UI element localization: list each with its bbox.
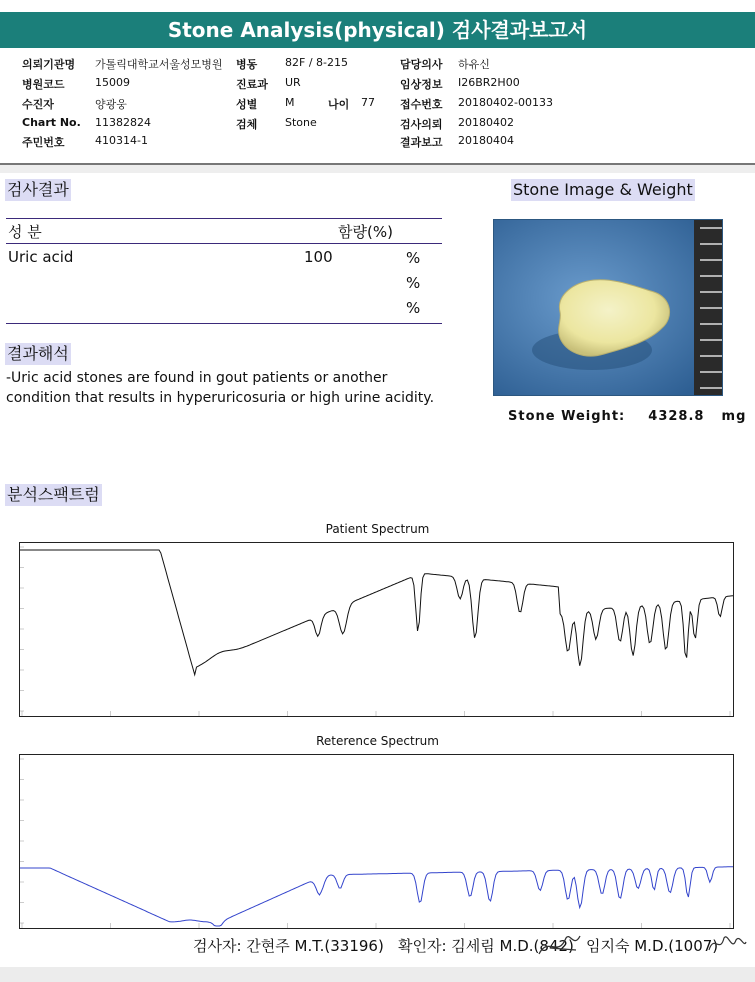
institution-value: 가톨릭대학교서울성모병원 — [95, 58, 223, 71]
stone-weight-unit: mg — [721, 409, 747, 424]
receipt-label: 접수번호 — [400, 98, 443, 111]
sex-value: M — [285, 96, 295, 109]
request-value: 20180402 — [458, 116, 514, 129]
stone-weight-label: Stone Weight: — [508, 409, 626, 424]
handwritten-signature-2 — [706, 930, 748, 958]
header-shade — [0, 165, 755, 173]
reference-spectrum-line — [20, 867, 733, 926]
id-label: 주민번호 — [22, 136, 65, 149]
row-1-value: 100 — [304, 248, 333, 266]
confirmer-signature: 확인자: 김세림 M.D.(842) — [398, 937, 574, 955]
report-title: Stone Analysis(physical) 검사결과보고서 — [0, 12, 755, 48]
request-label: 검사의뢰 — [400, 118, 443, 131]
receipt-value: 20180402-00133 — [458, 96, 553, 109]
collector-label: 수진자 — [22, 98, 54, 111]
interpretation-line-2: condition that results in hyperuricosuria or high urine acidity. — [6, 390, 435, 406]
hospital-code-label: 병원코드 — [22, 78, 65, 91]
age-value: 77 — [361, 96, 375, 109]
spectrum-title: 분석스팩트럼 — [7, 485, 100, 504]
row-2-unit: % — [406, 274, 421, 292]
ward-label: 병동 — [236, 58, 258, 71]
institution-label: 의뢰기관명 — [22, 58, 76, 71]
ward-value: 82F / 8-215 — [285, 56, 348, 69]
results-top-rule — [6, 218, 442, 219]
patient-spectrum-line — [20, 550, 733, 675]
reference-spectrum-chart — [19, 754, 734, 929]
department-value: UR — [285, 76, 301, 89]
interpretation-title: 결과해석 — [7, 344, 69, 363]
clinical-label: 임상정보 — [400, 78, 443, 91]
tester-signature: 검사자: 간현주 M.T.(33196) — [193, 937, 384, 955]
reference-spectrum-plot — [20, 755, 733, 928]
report-label: 결과보고 — [400, 136, 443, 149]
results-bottom-rule — [6, 323, 442, 324]
handwritten-signature-1 — [536, 930, 584, 960]
reference-spectrum-title: Reterence Spectrum — [316, 734, 439, 748]
footer-shade — [0, 967, 755, 982]
patient-spectrum-chart — [19, 542, 734, 717]
row-1-name: Uric acid — [8, 248, 74, 266]
age-label: 나이 — [328, 98, 350, 111]
report-value: 20180404 — [458, 134, 514, 147]
hospital-code-value: 15009 — [95, 76, 130, 89]
stone-title: Stone Image & Weight — [513, 180, 693, 199]
doctor-label: 담당의사 — [400, 58, 443, 71]
patient-spectrum-plot — [20, 543, 733, 716]
department-label: 진료과 — [236, 78, 268, 91]
collector-value: 양광웅 — [95, 98, 127, 111]
doctor-value: 하유신 — [458, 58, 490, 71]
sex-label: 성별 — [236, 98, 258, 111]
interpretation-line-1: -Uric acid stones are found in gout patients or another — [6, 370, 388, 386]
id-value: 410314-1 — [95, 134, 148, 147]
stone-weight-value: 4328.8 — [648, 409, 705, 424]
stone-photo — [493, 219, 723, 396]
patient-spectrum-title: Patient Spectrum — [325, 522, 430, 536]
specimen-value: Stone — [285, 116, 317, 129]
second-signature: 임지숙 M.D.(1007) — [586, 937, 719, 955]
row-1-unit: % — [406, 249, 421, 267]
results-header-rule — [6, 243, 442, 244]
component-header: 성 분 — [8, 223, 42, 241]
stone-illustration — [494, 220, 722, 395]
chart-value: 11382824 — [95, 116, 151, 129]
chart-label: Chart No. — [22, 116, 81, 129]
amount-header: 함량(%) — [338, 223, 393, 241]
specimen-label: 검체 — [236, 118, 258, 131]
clinical-value: I26BR2H00 — [458, 76, 520, 89]
row-3-unit: % — [406, 299, 421, 317]
results-title: 검사결과 — [7, 180, 69, 199]
